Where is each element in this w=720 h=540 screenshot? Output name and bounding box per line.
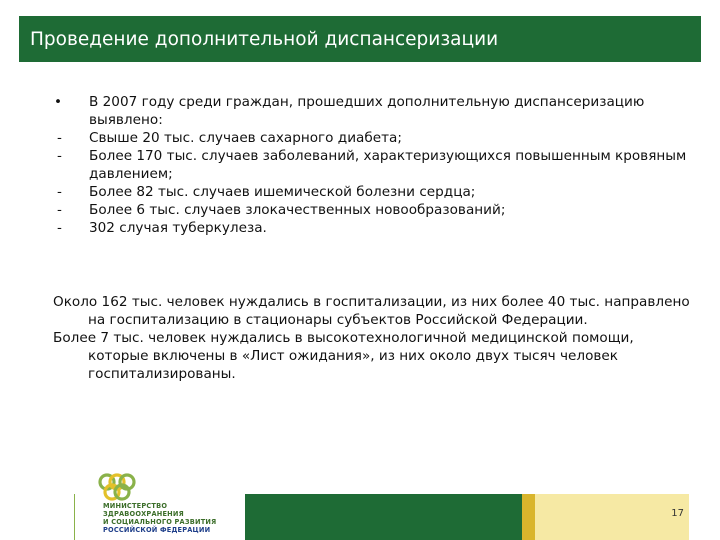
footer-accent-stripe — [522, 494, 535, 540]
list-item — [53, 201, 703, 219]
list-item — [53, 219, 703, 237]
list-item — [53, 147, 703, 183]
list-item-text: Более 170 тыс. случаев заболеваний, характеризующихся повышенным кровяным давлением; — [89, 148, 687, 182]
dash-marker: - — [57, 130, 62, 146]
intro-text: В 2007 году среди граждан, прошедших дополнительную диспансеризацию выявлено: — [89, 94, 645, 128]
list-item — [53, 129, 703, 147]
bullet-marker: • — [54, 94, 63, 110]
findings-intro — [53, 93, 703, 129]
list-item-text: 302 случая туберкулеза. — [89, 220, 267, 236]
list-item — [53, 183, 703, 201]
logo-text-line: МИНИСТЕРСТВО — [103, 502, 168, 510]
title-bar — [19, 16, 701, 62]
list-item-text: Более 82 тыс. случаев ишемической болезни сердца; — [89, 184, 476, 200]
logo-divider — [74, 494, 75, 540]
page-number: 17 — [671, 508, 684, 519]
slide-title: Проведение дополнительной диспансеризации — [30, 29, 499, 50]
list-item-text: Более 6 тыс. случаев злокачественных новообразований; — [89, 202, 506, 218]
dash-marker: - — [57, 148, 62, 164]
findings-list — [53, 93, 703, 237]
logo-text-line: РОССИЙСКОЙ ФЕДЕРАЦИИ — [103, 526, 211, 534]
hospitalization-paragraph: Около 162 тыс. человек нуждались в госпитализации, из них более 40 тыс. направлено на госпитализацию в стационары субъектов Российской Федерации. — [53, 294, 690, 328]
dash-marker: - — [57, 220, 62, 236]
footer-bar — [245, 494, 689, 540]
logo-text-line: И СОЦИАЛЬНОГО РАЗВИТИЯ — [103, 518, 217, 526]
list-item-text: Свыше 20 тыс. случаев сахарного диабета; — [89, 130, 402, 146]
logo-text-line: ЗДРАВООХРАНЕНИЯ — [103, 510, 184, 518]
high-tech-care-paragraph: Более 7 тыс. человек нуждались в высокотехнологичной медицинской помощи, которые включены в «Лист ожидания», из них около двух тысяч человек госпитализированы. — [53, 330, 634, 382]
summary-paragraphs — [53, 293, 693, 383]
dash-marker: - — [57, 184, 62, 200]
dash-marker: - — [57, 202, 62, 218]
